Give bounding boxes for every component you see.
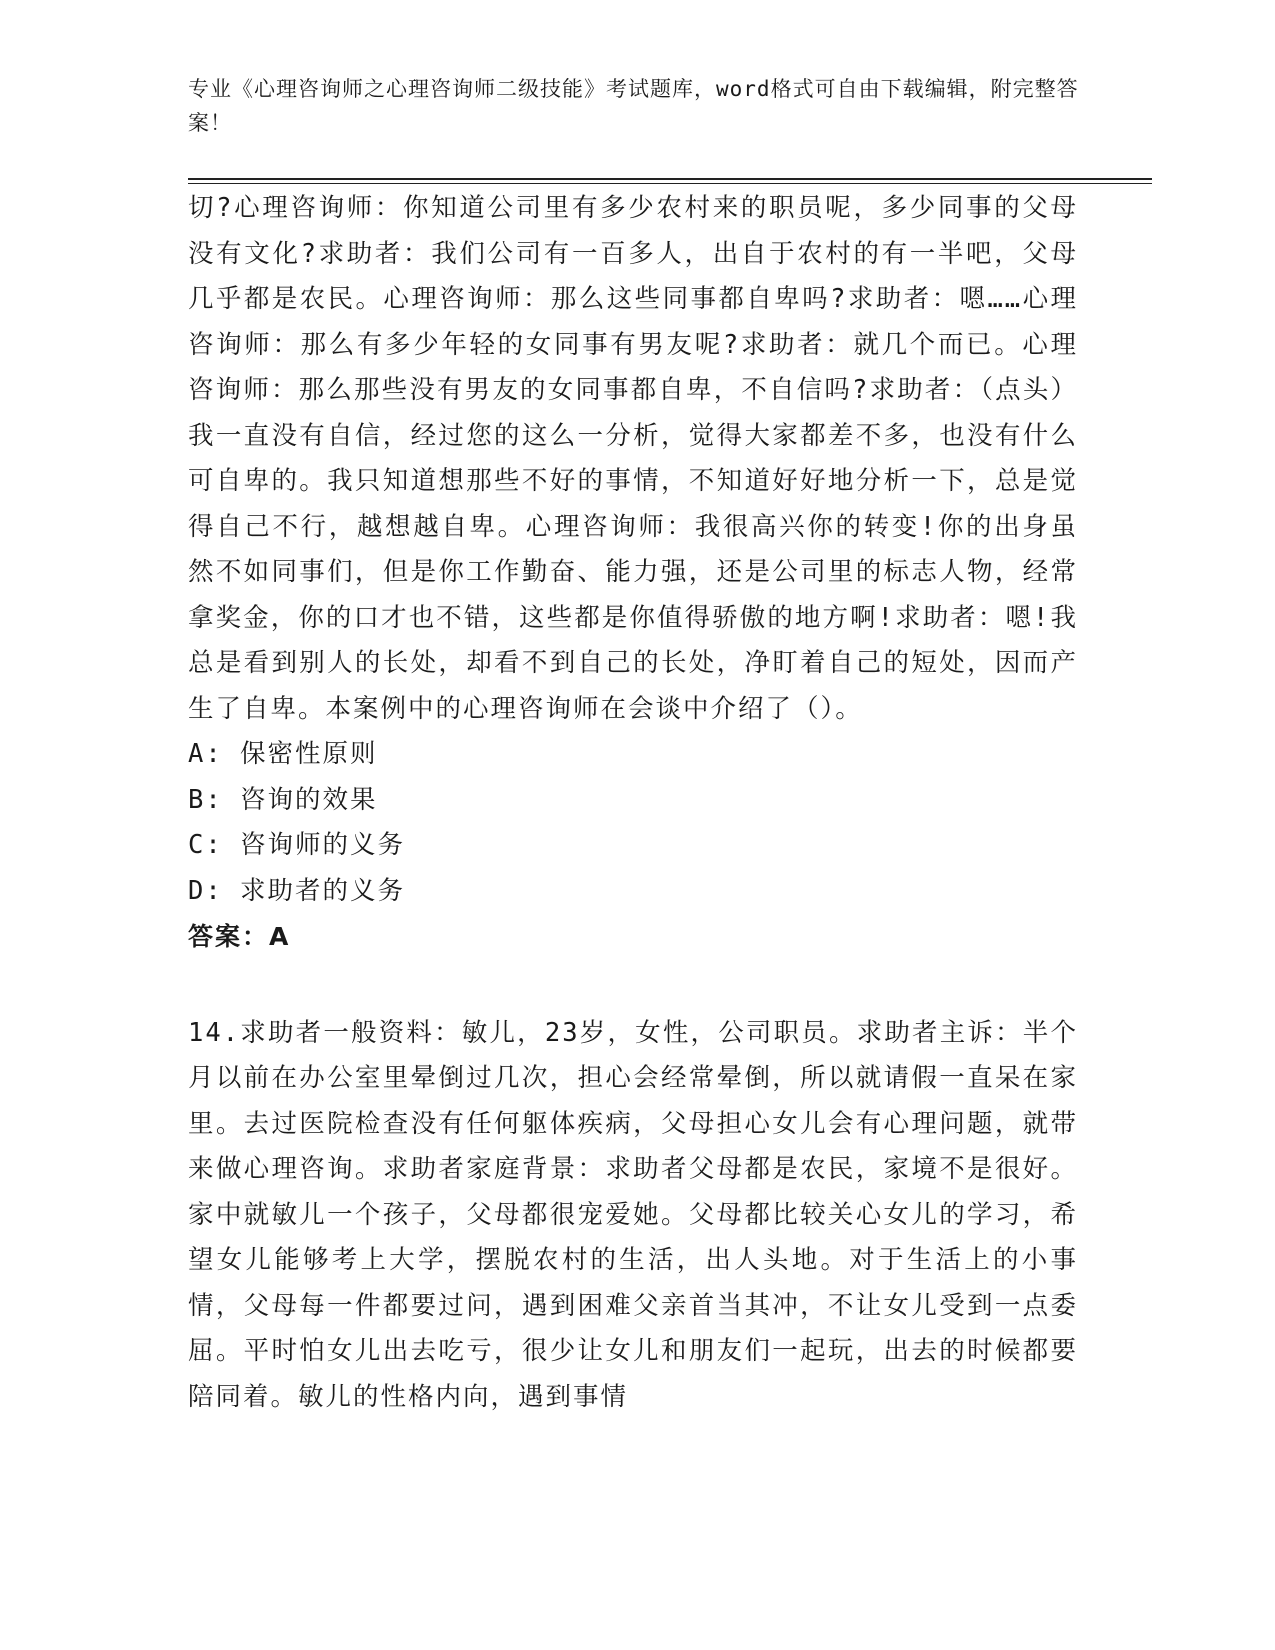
question-13-stem: 切?心理咨询师：你知道公司里有多少农村来的职员呢，多少同事的父母没有文化?求助者：我们公司有一百多人，出自于农村的有一半吧，父母几乎都是农民。心理咨询师：那么这些同事都自卑吗?求助者：嗯……心理咨询师：那么有多少年轻的女同事有男友呢?求助者：就几个而已。心理咨询师：那么那些没有男友的女同事都自卑，不自信吗?求助者：（点头）我一直没有自信，经过您的这么一分析，觉得大家都差不多，也没有什么可自卑的。我只知道想那些不好的事情，不知道好好地分析一下，总是觉得自己不行，越想越自卑。心理咨询师：我很高兴你的转变!你的出身虽然不如同事们，但是你工作勤奋、能力强，还是公司里的标志人物，经常拿奖金，你的口才也不错，这些都是你值得骄傲的地方啊!求助者：嗯!我总是看到别人的长处，却看不到自己的长处，净盯着自己的短处，因而产生了自卑。本案例中的心理咨询师在会谈中介绍了（）。 [188,193,1078,724]
document-header: 专业《心理咨询师之心理咨询师二级技能》考试题库，word格式可自由下载编辑，附完整答案！ [188,77,1079,135]
header-divider-thick [188,178,1152,180]
question-spacer [188,960,1078,1011]
question-13-option-c: C: 咨询师的义务 [188,830,406,860]
question-13-option-d: D: 求助者的义务 [188,875,406,906]
header-divider-thin [188,183,1152,184]
question-13-answer: 答案：A [188,922,291,951]
question-14-stem: 14.求助者一般资料：敏儿，23岁，女性，公司职员。求助者主诉：半个月以前在办公室里晕倒过几次，担心会经常晕倒，所以就请假一直呆在家里。去过医院检查没有任何躯体疾病，父母担心女儿会有心理问题，就带来做心理咨询。求助者家庭背景：求助者父母都是农民，家境不是很好。家中就敏儿一个孩子，父母都很宠爱她。父母都比较关心女儿的学习，希望女儿能够考上大学，摆脱农村的生活，出人头地。对于生活上的小事情，父母每一件都要过问，遇到困难父亲首当其冲，不让女儿受到一点委屈。平时怕女儿出去吃亏，很少让女儿和朋友们一起玩，出去的时候都要陪同着。敏儿的性格内向，遇到事情 [188,1017,1078,1412]
document-body [188,186,1078,1420]
question-13-option-b: B: 咨询的效果 [188,784,378,815]
question-13-option-a: A: 保密性原则 [188,739,378,769]
